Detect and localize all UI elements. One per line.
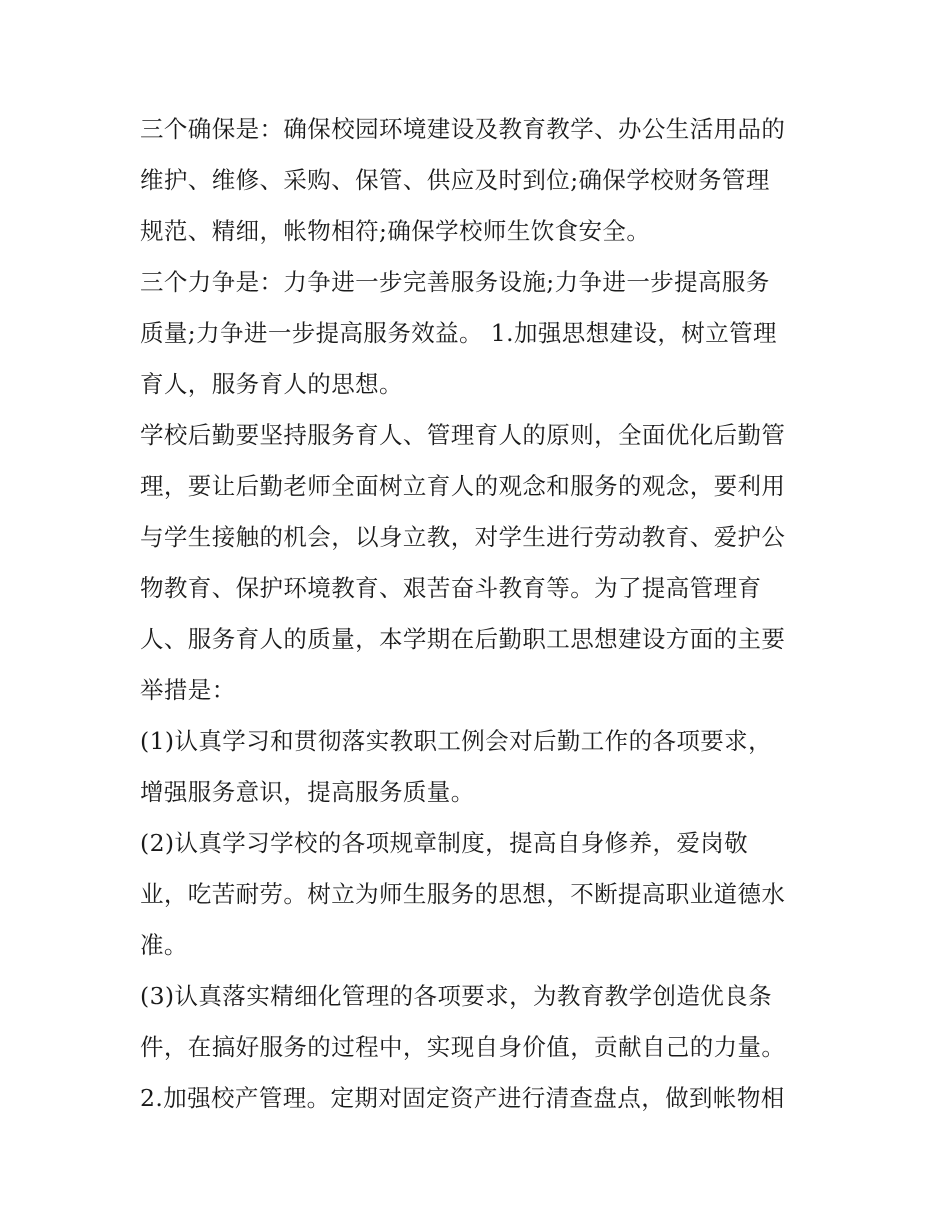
text-line: (1)认真学习和贯彻落实教职工例会对后勤工作的各项要求，: [140, 727, 772, 755]
text-line: 准。: [140, 931, 188, 959]
text-line: (3)认真落实精细化管理的各项要求，为教育教学创造优良条: [140, 982, 772, 1010]
text-line: 规范、精细，帐物相符;确保学校师生饮食安全。: [140, 217, 651, 245]
text-line: 育人，服务育人的思想。: [140, 370, 403, 398]
text-line: 理，要让后勤老师全面树立育人的观念和服务的观念，要利用: [140, 472, 786, 500]
text-line: 质量;力争进一步提高服务效益。 1.加强思想建设，树立管理: [140, 319, 777, 347]
text-line: (2)认真学习学校的各项规章制度，提高自身修养，爱岗敬: [140, 829, 749, 857]
document-body: [140, 104, 812, 1124]
text-line: 增强服务意识，提高服务质量。: [140, 778, 475, 806]
text-line: 与学生接触的机会，以身立教，对学生进行劳动教育、爱护公: [140, 523, 786, 551]
text-line: 维护、维修、采购、保管、供应及时到位;确保学校财务管理: [140, 166, 770, 194]
text-line: 三个确保是：确保校园环境建设及教育教学、办公生活用品的: [140, 115, 786, 143]
text-line: 业，吃苦耐劳。树立为师生服务的思想，不断提高职业道德水: [140, 880, 786, 908]
text-line: 三个力争是：力争进一步完善服务设施;力争进一步提高服务: [140, 268, 770, 296]
text-line: 举措是：: [140, 676, 236, 704]
text-line: 人、服务育人的质量，本学期在后勤职工思想建设方面的主要: [140, 625, 786, 653]
text-line: 物教育、保护环境教育、艰苦奋斗教育等。为了提高管理育: [140, 574, 762, 602]
text-line: 件，在搞好服务的过程中，实现自身价值，贡献自己的力量。: [140, 1033, 786, 1061]
text-line: 2.加强校产管理。定期对固定资产进行清查盘点，做到帐物相: [140, 1084, 785, 1112]
text-line: 学校后勤要坚持服务育人、管理育人的原则，全面优化后勤管: [140, 421, 786, 449]
